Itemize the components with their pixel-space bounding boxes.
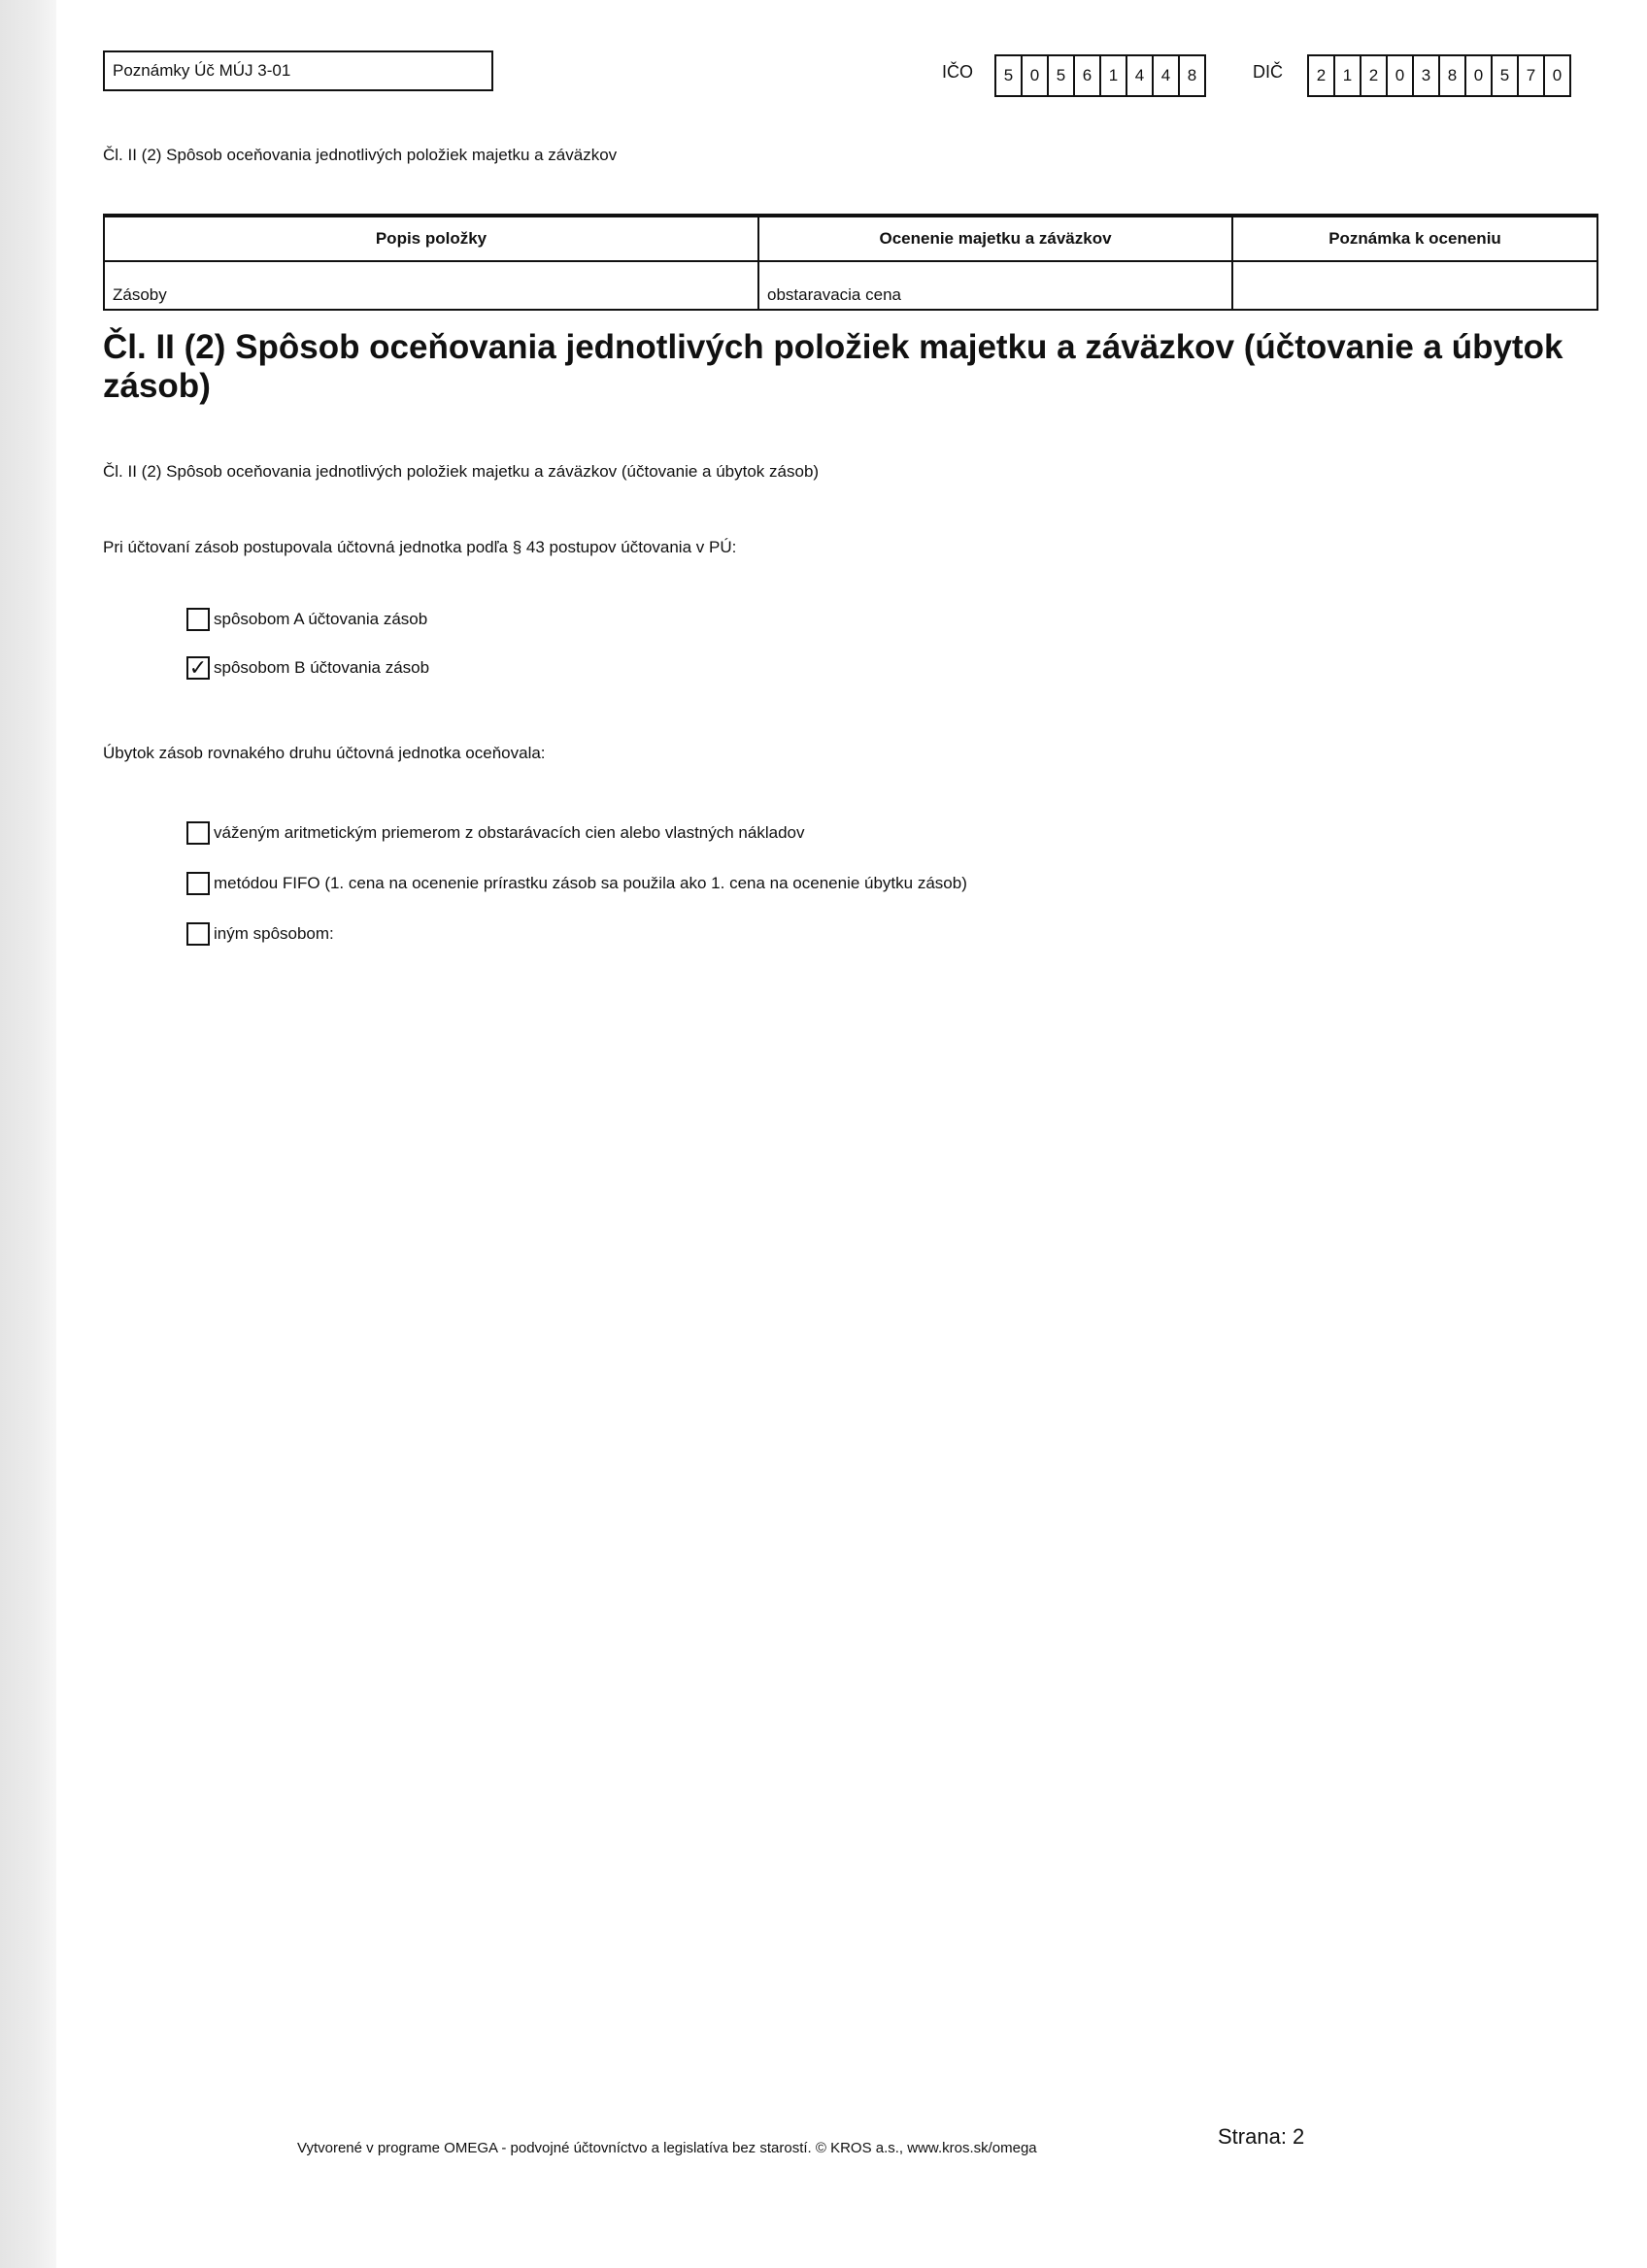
section-subheading: Čl. II (2) Spôsob oceňovania jednotlivých položiek majetku a záväzkov (účtovanie a úbytok zásob) [103, 462, 820, 481]
column-header-note: Poznámka k oceneniu [1232, 216, 1597, 261]
table-cell-note [1232, 261, 1597, 310]
decrease-question: Úbytok zásob rovnakého druhu účtovná jednotka oceňovala: [103, 744, 546, 762]
option-label: váženým aritmetickým priemerom z obstarávacích cien alebo vlastných nákladov [214, 823, 805, 842]
ico-digit: 8 [1178, 54, 1206, 97]
dic-digit: 1 [1333, 54, 1361, 97]
column-header-valuation: Ocenenie majetku a záväzkov [758, 216, 1232, 261]
ico-digit: 5 [1047, 54, 1075, 97]
dic-digit: 0 [1543, 54, 1571, 97]
section-heading: Čl. II (2) Spôsob oceňovania jednotlivých položiek majetku a záväzkov (účtovanie a úbytok zásob) [103, 328, 1563, 405]
option-method-a[interactable] [186, 608, 427, 631]
form-label: Poznámky Úč MÚJ 3-01 [103, 50, 493, 91]
checkbox-method-b[interactable]: ✓ [186, 656, 210, 680]
dic-label: DIČ [1253, 62, 1283, 82]
scan-left-edge [0, 0, 56, 2268]
dic-digit: 5 [1491, 54, 1519, 97]
dic-digit: 7 [1517, 54, 1545, 97]
footer-credit: Vytvorené v programe OMEGA - podvojné účtovníctvo a legislatíva bez starostí. © KROS a.s., www.kros.sk/omega [297, 2140, 1037, 2156]
table-row [104, 261, 1597, 310]
dic-digits [1307, 54, 1569, 101]
dic-digit: 3 [1412, 54, 1440, 97]
dic-digit: 8 [1438, 54, 1466, 97]
table-cell-valuation: obstaravacia cena [758, 261, 1232, 310]
checkbox-weighted-average[interactable] [186, 821, 210, 845]
dic-digit: 2 [1360, 54, 1388, 97]
dic-digit: 2 [1307, 54, 1335, 97]
page-number: Strana: 2 [1218, 2124, 1305, 2149]
checkbox-other-method[interactable] [186, 922, 210, 946]
ico-label: IČO [942, 62, 974, 82]
valuation-table [103, 214, 1598, 311]
ico-digit: 4 [1126, 54, 1154, 97]
ico-digit: 5 [994, 54, 1023, 97]
option-label: metódou FIFO (1. cena na ocenenie prírastku zásob sa použila ako 1. cena na ocenenie úbytku zásob) [214, 874, 967, 892]
option-weighted-average[interactable] [186, 821, 804, 845]
ico-digit: 4 [1152, 54, 1180, 97]
option-method-b[interactable] [186, 656, 429, 680]
table-header-row [104, 216, 1597, 261]
section-small-title: Čl. II (2) Spôsob oceňovania jednotlivých položiek majetku a záväzkov [103, 146, 618, 164]
option-other-method[interactable] [186, 922, 334, 946]
option-label: spôsobom A účtovania zásob [214, 610, 428, 628]
column-header-description: Popis položky [104, 216, 758, 261]
ico-digit: 0 [1021, 54, 1049, 97]
table-cell-description: Zásoby [104, 261, 758, 310]
ico-digits [994, 54, 1204, 101]
checkbox-fifo[interactable] [186, 872, 210, 895]
ico-digit: 1 [1099, 54, 1127, 97]
checkbox-method-a[interactable] [186, 608, 210, 631]
accounting-question: Pri účtovaní zásob postupovala účtovná jednotka podľa § 43 postupov účtovania v PÚ: [103, 538, 737, 556]
dic-digit: 0 [1464, 54, 1493, 97]
dic-digit: 0 [1386, 54, 1414, 97]
option-label: spôsobom B účtovania zásob [214, 658, 430, 677]
option-fifo[interactable] [186, 872, 967, 895]
ico-digit: 6 [1073, 54, 1101, 97]
option-label: iným spôsobom: [214, 924, 334, 943]
